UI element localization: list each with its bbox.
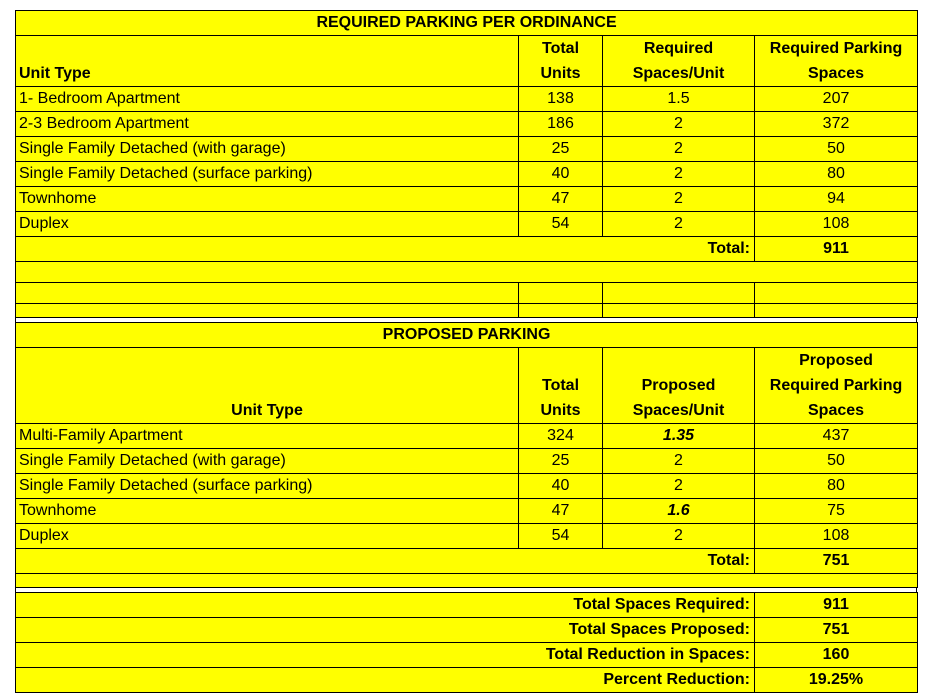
parking-spaces-cell: 75 [755, 499, 918, 524]
total-units-cell: 324 [519, 424, 603, 449]
summary-value: 19.25% [755, 668, 918, 693]
table-row [16, 212, 918, 237]
parking-spaces-cell: 108 [755, 212, 918, 237]
parking-spaces-cell: 372 [755, 112, 918, 137]
required-parking-title: REQUIRED PARKING PER ORDINANCE [16, 11, 918, 36]
summary-row [16, 643, 918, 668]
proposed-parking-spaces-header: Proposed Required Parking Spaces [755, 348, 918, 424]
spaces-per-unit-cell: 2 [603, 112, 755, 137]
total-units-cell: 138 [519, 87, 603, 112]
proposed-parking-table [15, 322, 918, 588]
empty-row [16, 574, 918, 588]
empty-row [16, 283, 918, 304]
spaces-per-unit-cell: 2 [603, 137, 755, 162]
parking-spaces-cell: 207 [755, 87, 918, 112]
spaces-per-unit-cell: 1.6 [603, 499, 755, 524]
required-total-value: 911 [755, 237, 918, 262]
proposed-total-value: 751 [755, 549, 918, 574]
unit-type-cell: Single Family Detached (surface parking) [16, 162, 519, 187]
parking-spaces-cell: 80 [755, 162, 918, 187]
required-total-row [16, 237, 918, 262]
unit-type-cell: Single Family Detached (with garage) [16, 449, 519, 474]
unit-type-cell: Multi-Family Apartment [16, 424, 519, 449]
spaces-per-unit-cell: 2 [603, 449, 755, 474]
summary-label: Total Spaces Required: [16, 593, 755, 618]
parking-spaces-cell: 437 [755, 424, 918, 449]
spaces-per-unit-cell: 1.5 [603, 87, 755, 112]
table-row [16, 187, 918, 212]
spaces-per-unit-cell: 2 [603, 524, 755, 549]
proposed-parking-title: PROPOSED PARKING [16, 323, 918, 348]
summary-value: 751 [755, 618, 918, 643]
total-units-cell: 47 [519, 187, 603, 212]
proposed-total-units-header: Total Units [519, 348, 603, 424]
summary-label: Total Reduction in Spaces: [16, 643, 755, 668]
proposed-total-row [16, 549, 918, 574]
table-row [16, 524, 918, 549]
total-units-cell: 54 [519, 524, 603, 549]
parking-sheet [15, 10, 917, 693]
total-units-cell: 40 [519, 162, 603, 187]
parking-spaces-cell: 80 [755, 474, 918, 499]
unit-type-cell: Townhome [16, 499, 519, 524]
required-spaces-per-unit-header: Required Spaces/Unit [603, 36, 755, 87]
spaces-per-unit-cell: 2 [603, 212, 755, 237]
summary-row [16, 668, 918, 693]
unit-type-cell: Duplex [16, 212, 519, 237]
spaces-per-unit-cell: 2 [603, 187, 755, 212]
unit-type-cell: Townhome [16, 187, 519, 212]
parking-spaces-cell: 50 [755, 137, 918, 162]
parking-spaces-cell: 94 [755, 187, 918, 212]
table-row [16, 499, 918, 524]
total-units-cell: 25 [519, 449, 603, 474]
summary-row [16, 593, 918, 618]
summary-value: 911 [755, 593, 918, 618]
total-units-cell: 40 [519, 474, 603, 499]
parking-spaces-cell: 108 [755, 524, 918, 549]
table-row [16, 112, 918, 137]
table-row [16, 474, 918, 499]
summary-label: Percent Reduction: [16, 668, 755, 693]
table-row [16, 162, 918, 187]
parking-spaces-cell: 50 [755, 449, 918, 474]
table-row [16, 449, 918, 474]
total-units-cell: 25 [519, 137, 603, 162]
unit-type-cell: 1- Bedroom Apartment [16, 87, 519, 112]
spaces-per-unit-cell: 1.35 [603, 424, 755, 449]
summary-label: Total Spaces Proposed: [16, 618, 755, 643]
proposed-total-label: Total: [16, 549, 755, 574]
table-row [16, 424, 918, 449]
empty-row [16, 304, 918, 318]
unit-type-cell: Single Family Detached (with garage) [16, 137, 519, 162]
table-row [16, 137, 918, 162]
summary-value: 160 [755, 643, 918, 668]
total-units-cell: 47 [519, 499, 603, 524]
proposed-unit-type-header: Unit Type [16, 348, 519, 424]
total-units-cell: 54 [519, 212, 603, 237]
unit-type-cell: Duplex [16, 524, 519, 549]
unit-type-cell: Single Family Detached (surface parking) [16, 474, 519, 499]
required-total-units-header: Total Units [519, 36, 603, 87]
empty-row [16, 262, 918, 283]
summary-table [15, 592, 918, 693]
required-parking-table [15, 10, 918, 318]
required-total-label: Total: [16, 237, 755, 262]
total-units-cell: 186 [519, 112, 603, 137]
summary-row [16, 618, 918, 643]
required-parking-spaces-header: Required Parking Spaces [755, 36, 918, 87]
proposed-spaces-per-unit-header: Proposed Spaces/Unit [603, 348, 755, 424]
spaces-per-unit-cell: 2 [603, 474, 755, 499]
unit-type-cell: 2-3 Bedroom Apartment [16, 112, 519, 137]
table-row [16, 87, 918, 112]
spaces-per-unit-cell: 2 [603, 162, 755, 187]
required-unit-type-header: Unit Type [16, 36, 519, 87]
